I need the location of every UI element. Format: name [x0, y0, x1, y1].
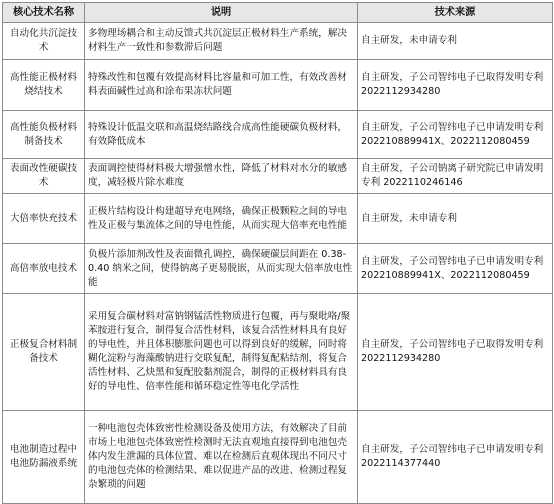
- tech-name-cell: 正极复合材料制备技术: [3, 294, 85, 411]
- table-row: [3, 244, 553, 294]
- description-cell: 正极片结构设计构建超导充电网络，确保正极颗粒之间的导电性及正极与集流体之间的导电性能，从而实现大倍率充电性能: [85, 194, 358, 244]
- source-cell: 自主研发，未申请专利: [358, 23, 553, 60]
- description-cell: 一种电池包壳体致密性检测设备及使用方法，有效解决了目前市场上电池包壳体致密性检测时无法直观地直接得到电池包壳体内发生泄漏的具体位置、难以在检测后直观体现出不同尺寸的电池包壳体的检测结果、难以促进产品的改进、检测过程复杂繁琐的问题: [85, 411, 358, 504]
- header-description: 说明: [85, 3, 358, 23]
- source-cell: 自主研发，子公司智纬电子已申请发明专利 202210889941X、2022112080459: [358, 111, 553, 159]
- table-row: [3, 294, 553, 411]
- tech-name-cell: 高倍率放电技术: [3, 244, 85, 294]
- description-cell: 特殊改性和包覆有效提高材料比容量和可加工性，有效改善材料表面碱性过高和涂布果冻状问题: [85, 60, 358, 111]
- description-cell: 多物理场耦合和主动反馈式共沉淀层正极材料生产系统，解决材料生产一致性和参数滞后问题: [85, 23, 358, 60]
- table-header-row: [3, 3, 553, 23]
- source-cell: 自主研发，未申请专利: [358, 194, 553, 244]
- header-tech-source: 技术来源: [358, 3, 553, 23]
- tech-name-cell: 自动化共沉淀技术: [3, 23, 85, 60]
- description-cell: 采用复合碳材料对富钠钢锰活性物质进行包覆，再与聚吡咯/聚苯胺进行复合，制得复合活性材料，该复合活性材料具有良好的导电性，并且体积膨胀问题也可以得到良好的缓解，同时将糊化淀粉与海藻酸钠进行交联复配，制得复配粘结剂，将复合活性材料、乙炔黑和复配胶黏剂混合，制得的正极材料具有良好的导电性、倍率性能和循环稳定性等电化学活性: [85, 294, 358, 411]
- tech-name-cell: 高性能负极材料制备技术: [3, 111, 85, 159]
- table-row: [3, 159, 553, 194]
- table-row: [3, 194, 553, 244]
- tech-name-cell: 表面改性硬碳技术: [3, 159, 85, 194]
- source-cell: 自主研发，子公司智纬电子已申请发明专利 202210889941X、2022112080459: [358, 244, 553, 294]
- source-cell: 自主研发，子公司钠离子研究院已申请发明专利 2022110246146: [358, 159, 553, 194]
- tech-name-cell: 高性能正极材料烧结技术: [3, 60, 85, 111]
- description-cell: 特殊设计低温交联和高温烧结路线合成高性能硬碳负极材料，有效降低成本: [85, 111, 358, 159]
- table-row: [3, 60, 553, 111]
- table-row: [3, 23, 553, 60]
- page: [2, 2, 552, 490]
- table-row: [3, 111, 553, 159]
- description-cell: 表面调控使得材料极大增强憎水性，降低了材料对水分的敏感度，减轻极片除水难度: [85, 159, 358, 194]
- header-tech-name: 核心技术名称: [3, 3, 85, 23]
- tech-name-cell: 电池制造过程中电池防漏液系统: [3, 411, 85, 504]
- source-cell: 自主研发，子公司智纬电子已取得发明专利 2022112934280: [358, 294, 553, 411]
- table-row: [3, 411, 553, 504]
- tech-name-cell: 大倍率快充技术: [3, 194, 85, 244]
- core-technology-table: [2, 2, 553, 504]
- source-cell: 自主研发，子公司智纬电子已取得发明专利 2022112934280: [358, 60, 553, 111]
- source-cell: 自主研发，子公司智纬电子已申请发明专利 2022114377440: [358, 411, 553, 504]
- description-cell: 负极片添加剂改性及表面微孔调控，确保硬碳层间距在 0.38-0.40 纳米之间，使得钠离子更易脱嵌，从而实现大倍率放电性能: [85, 244, 358, 294]
